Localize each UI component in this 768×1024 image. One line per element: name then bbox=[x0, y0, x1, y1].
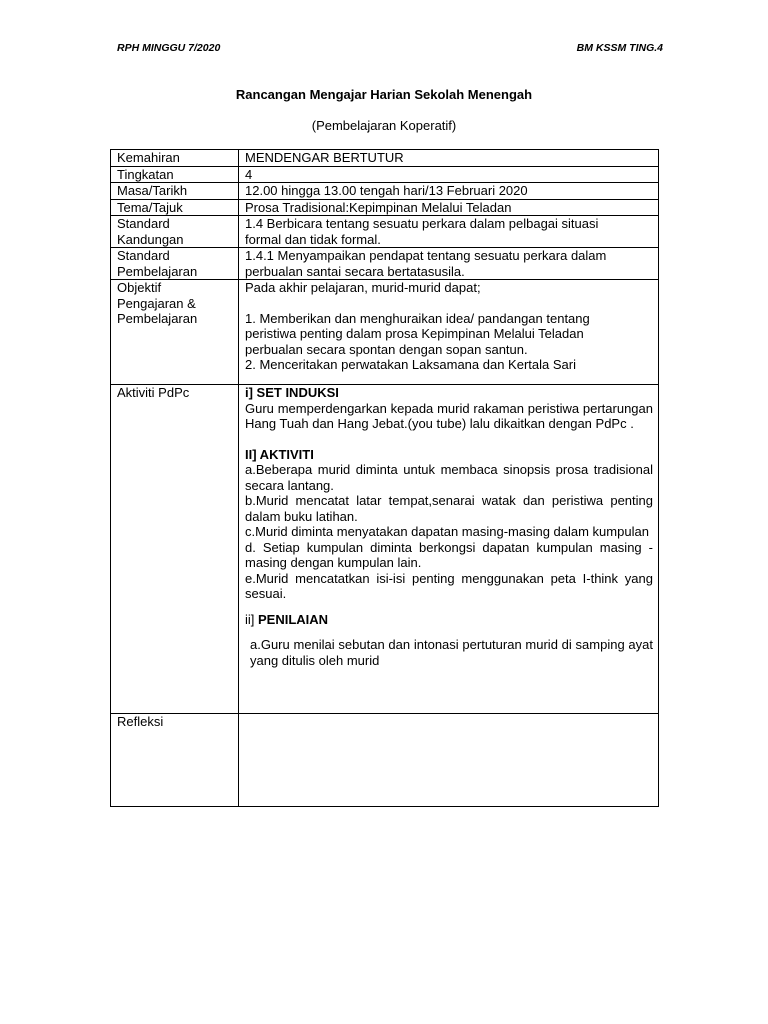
label-line: Pengajaran & bbox=[117, 295, 196, 311]
spacer bbox=[245, 296, 653, 311]
value-tingkatan: 4 bbox=[239, 166, 659, 183]
spacer bbox=[245, 627, 653, 637]
row-tingkatan bbox=[111, 166, 659, 183]
label-line: Pembelajaran bbox=[117, 311, 198, 326]
value-objektif bbox=[239, 280, 659, 385]
label-objektif bbox=[111, 280, 239, 385]
text-line: 1.4 Berbicara tentang sesuatu perkara dalam pelbagai situasi bbox=[245, 216, 599, 231]
aktiviti-title: II] AKTIVITI bbox=[245, 446, 314, 462]
penilaian-heading bbox=[245, 612, 653, 628]
set-induksi-title: i] SET INDUKSI bbox=[245, 385, 339, 400]
label-line: Kandungan bbox=[117, 231, 184, 247]
value-kemahiran: MENDENGAR BERTUTUR bbox=[239, 150, 659, 167]
row-kemahiran bbox=[111, 150, 659, 167]
header-left: RPH MINGGU 7/2020 bbox=[117, 42, 221, 54]
label-kemahiran: Kemahiran bbox=[111, 150, 239, 167]
text-line: perbualan santai secara bertatasusila. bbox=[245, 263, 465, 279]
text-line: 1.4.1 Menyampaikan pendapat tentang sesuatu perkara dalam bbox=[245, 248, 607, 263]
spacer bbox=[245, 432, 653, 447]
objektif-line: 1. Memberikan dan menghuraikan idea/ pandangan tentang bbox=[245, 310, 590, 326]
row-aktiviti bbox=[111, 385, 659, 714]
value-masa-tarikh: 12.00 hingga 13.00 tengah hari/13 Februari 2020 bbox=[239, 183, 659, 200]
value-standard-kandungan bbox=[239, 216, 659, 248]
label-tingkatan: Tingkatan bbox=[111, 166, 239, 183]
row-tema-tajuk bbox=[111, 199, 659, 216]
rph-table bbox=[110, 149, 659, 807]
page-subtitle: (Pembelajaran Koperatif) bbox=[311, 118, 457, 133]
objektif-line: perbualan secara spontan dengan sopan santun. bbox=[245, 341, 528, 357]
value-tema-tajuk: Prosa Tradisional:Kepimpinan Melalui Teladan bbox=[239, 199, 659, 216]
value-refleksi bbox=[239, 714, 659, 807]
aktiviti-item-c: c.Murid diminta menyatakan dapatan masing-masing dalam kumpulan bbox=[245, 524, 649, 539]
objektif-line: peristiwa penting dalam prosa Kepimpinan Melalui Teladan bbox=[245, 326, 584, 341]
text-line: formal dan tidak formal. bbox=[245, 231, 381, 247]
set-induksi-text: Guru memperdengarkan kepada murid rakaman peristiwa pertarungan Hang Tuah dan Hang Jebat.(you tube) lalu dikaitkan dengan PdPc . bbox=[245, 400, 653, 431]
row-refleksi bbox=[111, 714, 659, 807]
penilaian-item-a: a.Guru menilai sebutan dan intonasi pertuturan murid di samping ayat yang ditulis oleh murid bbox=[250, 637, 653, 668]
label-line: Objektif bbox=[117, 280, 162, 295]
aktiviti-item-b: b.Murid mencatat latar tempat,senarai watak dan peristiwa penting dalam buku latihan. bbox=[245, 493, 653, 524]
header-right: BM KSSM TING.4 bbox=[576, 42, 663, 54]
label-line: Standard bbox=[117, 216, 170, 231]
value-aktiviti bbox=[239, 385, 659, 714]
label-tema-tajuk: Tema/Tajuk bbox=[111, 199, 239, 216]
page-title: Rancangan Mengajar Harian Sekolah Menengah bbox=[235, 87, 533, 102]
label-refleksi: Refleksi bbox=[111, 714, 239, 807]
row-masa-tarikh bbox=[111, 183, 659, 200]
aktiviti-item-d: d. Setiap kumpulan diminta berkongsi dapatan kumpulan masing -masing dengan kumpulan lain. bbox=[245, 539, 653, 570]
row-objektif bbox=[111, 280, 659, 385]
row-standard-pembelajaran bbox=[111, 248, 659, 280]
objektif-intro: Pada akhir pelajaran, murid-murid dapat; bbox=[245, 280, 481, 295]
penilaian-prefix: ii] bbox=[245, 611, 258, 627]
aktiviti-item-e: e.Murid mencatatkan isi-isi penting menggunakan peta I-think yang sesuai. bbox=[245, 570, 653, 601]
label-aktiviti: Aktiviti PdPc bbox=[111, 385, 239, 714]
label-masa-tarikh: Masa/Tarikh bbox=[111, 183, 239, 200]
row-standard-kandungan bbox=[111, 216, 659, 248]
label-standard-kandungan bbox=[111, 216, 239, 248]
value-standard-pembelajaran bbox=[239, 248, 659, 280]
label-standard-pembelajaran bbox=[111, 248, 239, 280]
label-line: Standard bbox=[117, 248, 170, 263]
label-line: Pembelajaran bbox=[117, 263, 198, 279]
aktiviti-item-a: a.Beberapa murid diminta untuk membaca sinopsis prosa tradisional secara lantang. bbox=[245, 462, 653, 493]
objektif-line: 2. Menceritakan perwatakan Laksamana dan Kertala Sari bbox=[245, 357, 576, 372]
penilaian-title: PENILAIAN bbox=[258, 611, 329, 627]
spacer bbox=[245, 602, 653, 612]
